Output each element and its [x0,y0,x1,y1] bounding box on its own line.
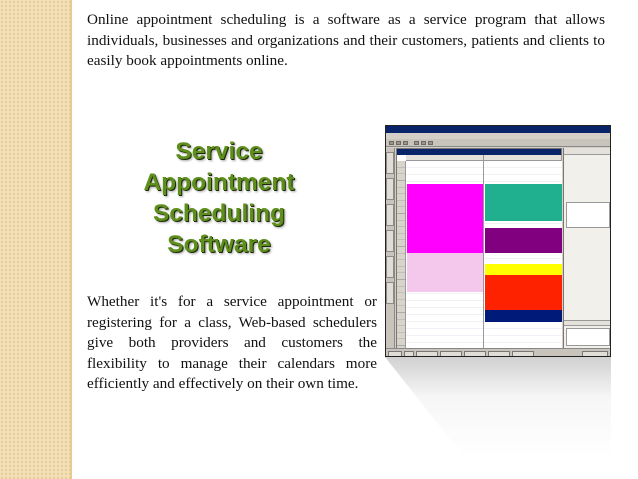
toolbar-icon [403,141,408,145]
scheduler-screenshot-image [385,125,611,357]
title-line-4: Software [167,231,271,258]
appointment-block [485,228,562,253]
side-tab [386,152,394,174]
taskbar-item [488,351,510,357]
taskbar-item [388,351,402,357]
appointment-block [485,310,562,322]
left-band-edge [70,0,72,479]
appointment-block [407,253,483,292]
appointment-block [485,264,562,275]
taskbar-item [440,351,462,357]
title-line-2: Appointment [143,169,295,196]
toolbar-icon [428,141,433,145]
appointment-details-box [566,202,610,228]
appointment-block [485,184,562,221]
side-tab [386,178,394,200]
body-paragraph: Whether it's for a service appointment or registering for a class, Web-based schedulers give both providers and customers the flexibility to manage their calendars more efficiently and effectively on their own time. [87,293,377,393]
toolbar-icon [414,141,419,145]
screenshot-toolbar [386,139,610,147]
screenshot-schedule-grid [396,148,562,348]
taskbar-item [512,351,534,357]
slide-title [108,136,330,260]
taskbar-item [404,351,414,357]
side-tab [386,230,394,252]
toolbar-icon [421,141,426,145]
taskbar-clock [582,351,608,357]
title-line-3: Scheduling [152,200,286,227]
decorative-left-band [0,0,72,479]
grid-divider [483,155,484,349]
waiting-list [566,328,610,346]
waiting-list-header [564,320,611,326]
side-tab [386,282,394,304]
side-tab [386,204,394,226]
screenshot-sidebar [563,148,611,348]
taskbar-item [416,351,438,357]
side-tab [386,256,394,278]
screenshot-side-tabs [386,148,395,348]
title-line-1: Service [175,138,263,165]
intro-paragraph: Online appointment scheduling is a software as a service program that allows individuals, businesses and organizations and their customers, patients and clients to easily book appointments online. [87,11,605,69]
screenshot-taskbar [386,348,610,357]
screenshot-reflection [385,357,611,457]
appointment-block [407,184,483,253]
taskbar-item [464,351,486,357]
grid-time-column [397,161,406,349]
appointment-block [485,275,562,310]
toolbar-icon [396,141,401,145]
toolbar-icon [389,141,394,145]
mini-calendar-header [564,148,611,155]
screenshot-titlebar [386,126,610,133]
